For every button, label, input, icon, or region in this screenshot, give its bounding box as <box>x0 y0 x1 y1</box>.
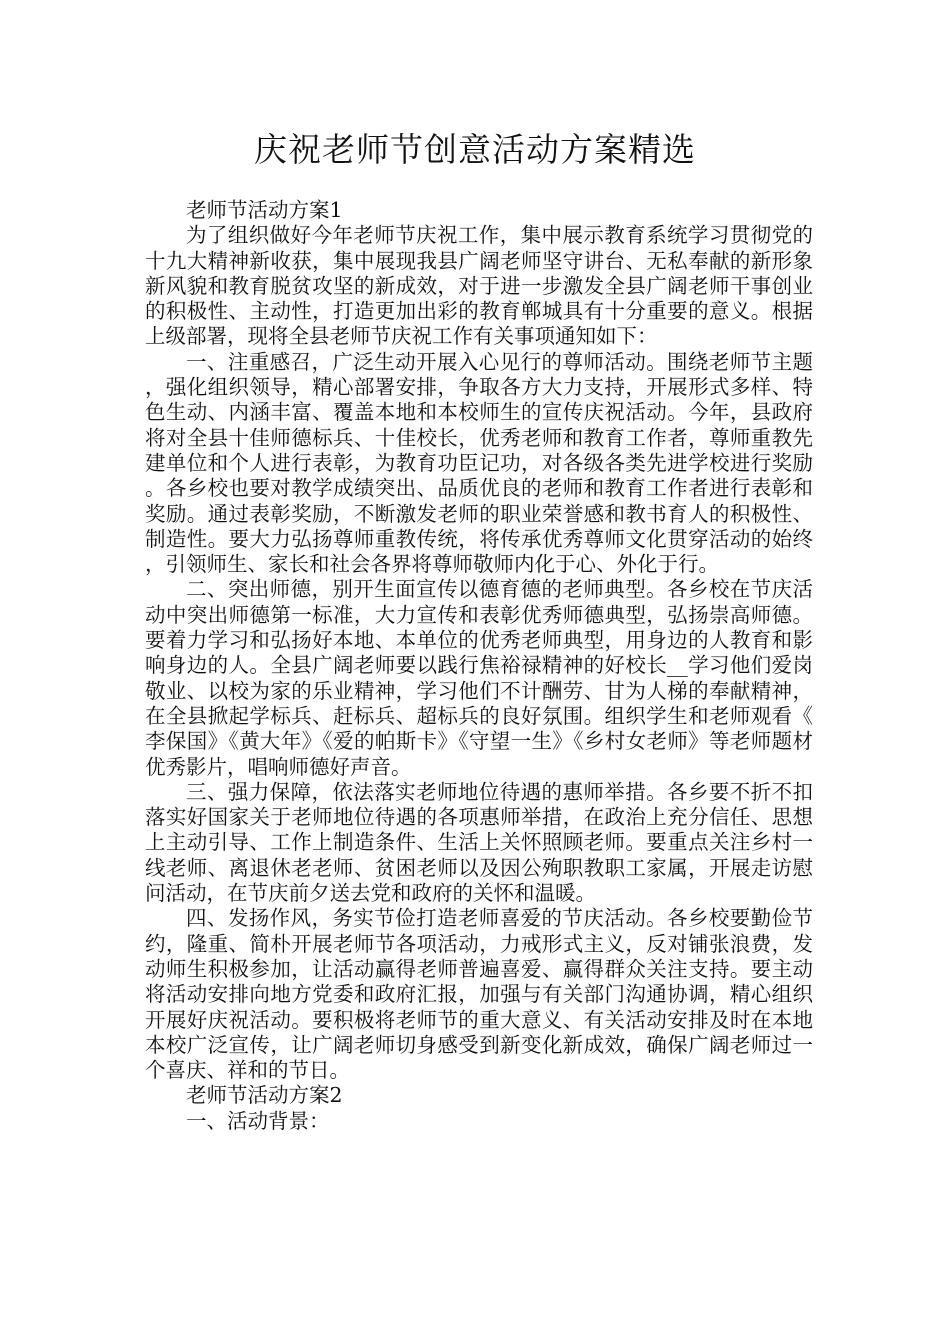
paragraph-item-2: 二、突出师德，别开生面宣传以德育德的老师典型。各乡校在节庆活动中突出师德第一标准，大力宣传和表彰优秀师德典型，弘扬崇高师德。要着力学习和弘扬好本地、本单位的优秀老师典型，用身边的人教育和影响身边的人。全县广阔老师要以践行焦裕禄精神的好校长__学习他们爱岗敬业、以校为家的乐业精神，学习他们不计酬劳、甘为人梯的奉献精神，在全县掀起学标兵、赶标兵、超标兵的良好氛围。组织学生和老师观看《李保国》《黄大年》《爱的帕斯卡》《守望一生》《乡村女老师》等老师题材优秀影片，唱响师德好声音。 <box>145 577 813 779</box>
paragraph-item-4: 四、发扬作风，务实节俭打造老师喜爱的节庆活动。各乡校要勤俭节约，隆重、简朴开展老师节各项活动，力戒形式主义，反对铺张浪费，发动师生积极参加，让活动赢得老师普遍喜爱、赢得群众关注支持。要主动将活动安排向地方党委和政府汇报，加强与有关部门沟通协调，精心组织开展好庆祝活动。要积极将老师节的重大意义、有关活动安排及时在本地本校广泛宣传，让广阔老师切身感受到新变化新成效，确保广阔老师过一个喜庆、祥和的节日。 <box>145 906 813 1083</box>
section-heading-plan-2: 老师节活动方案2 <box>186 1083 343 1108</box>
paragraph-item-1: 一、注重感召，广泛生动开展入心见行的尊师活动。围绕老师节主题，强化组织领导，精心部署安排，争取各方大力支持，开展形式多样、特色生动、内涵丰富、覆盖本地和本校师生的宣传庆祝活动。今年，县政府将对全县十佳师德标兵、十佳校长，优秀老师和教育工作者，尊师重教先建单位和个人进行表彰，为教育功臣记功，对各级各类先进学校进行奖励。各乡校也要对教学成绩突出、品质优良的老师和教育工作者进行表彰和奖励。通过表彰奖励，不断激发老师的职业荣誉感和教书育人的积极性、制造性。要大力弘扬尊师重教传统，将传承优秀尊师文化贯穿活动的始终，引领师生、家长和社会各界将尊师敬师内化于心、外化于行。 <box>145 349 813 577</box>
intro-paragraph: 为了组织做好今年老师节庆祝工作，集中展示教育系统学习贯彻党的十九大精神新收获，集中展现我县广阔老师坚守讲台、无私奉献的新形象新风貌和教育脱贫攻坚的新成效，对于进一步激发全县广阔老师干事创业的积极性、主动性，打造更加出彩的教育郸城具有十分重要的意义。根据上级部署，现将全县老师节庆祝工作有关事项通知如下： <box>145 223 813 349</box>
document-body <box>145 198 813 1134</box>
paragraph-item-3: 三、强力保障，依法落实老师地位待遇的惠师举措。各乡要不折不扣落实好国家关于老师地位待遇的各项惠师举措，在政治上充分信任、思想上主动引导、工作上制造条件、生活上关怀照顾老师。要重点关注乡村一线老师、离退休老老师、贫困老师以及因公殉职教职工家属，开展走访慰问活动，在节庆前夕送去党和政府的关怀和温暖。 <box>145 779 813 906</box>
section-heading-plan-1: 老师节活动方案1 <box>186 198 343 222</box>
document-title: 庆祝老师节创意活动方案精选 <box>254 130 696 169</box>
subsection-heading-background: 一、活动背景： <box>186 1108 330 1133</box>
